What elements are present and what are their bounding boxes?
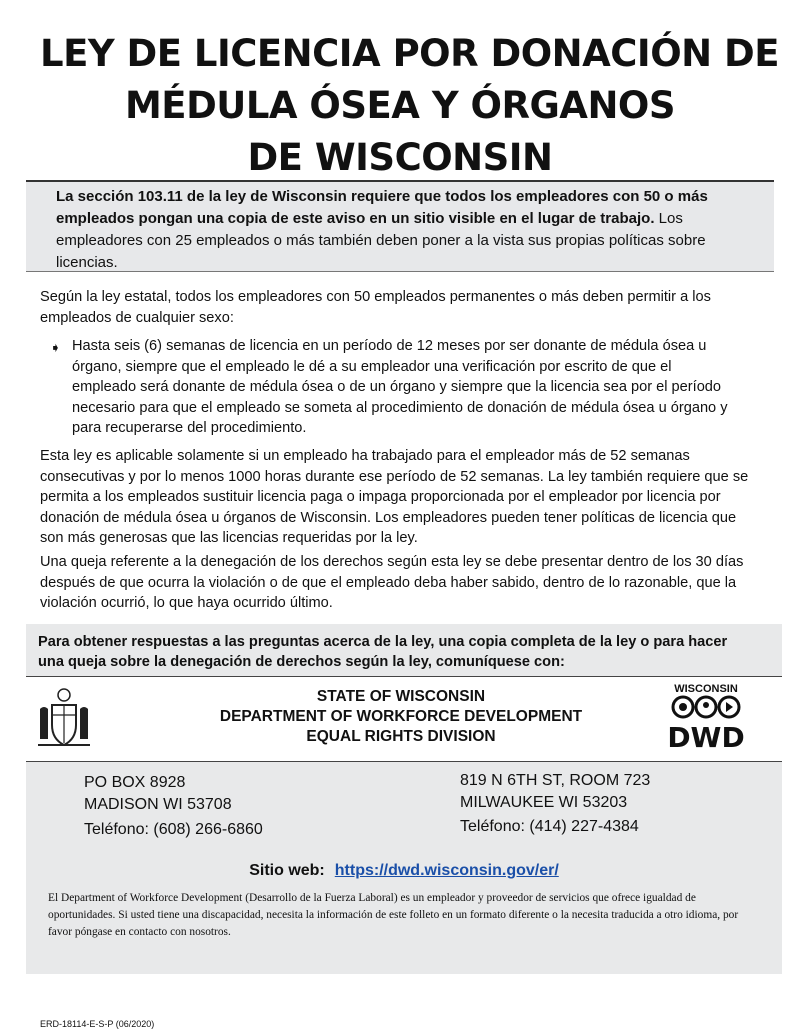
intro-paragraph: Según la ley estatal, todos los empleadores con 50 empleados permanentes o más deben permitir a los empleados de cualquier sexo: [40,289,711,326]
page-title [40,28,779,184]
website-link[interactable]: https://dwd.wisconsin.gov/er/ [334,862,559,879]
dwd-logo-bottom: DWD [667,721,745,754]
contact-section [26,624,782,974]
agency-name [176,687,626,747]
leave-bullet-text: Hasta seis (6) semanas de licencia en un período de 12 meses por ser donante de médula ósea u órgano, siempre que el empleado le dé a su empleador una verificación por escrito de que el empleado será donante de médula ósea o de un órgano y siempre que la licencia sea por el período necesario para que el empleado se someta al procedimiento de donación de médula ósea u órgano y para recuperarse del procedimiento. [72,338,728,436]
website-line [26,862,782,880]
title-line-1: LEY DE LICENCIA POR DONACIÓN DE [40,32,779,75]
title-line-3: DE WISCONSIN [247,136,553,179]
agency-header [26,676,782,762]
bullet-icon: ➧ [50,340,61,355]
posting-notice-box [26,180,774,272]
dwd-logo-top: WISCONSIN [674,683,738,695]
dwd-logo [666,683,746,757]
madison-address-line-2: MADISON WI 53708 [84,796,232,813]
milwaukee-address-line-2: MILWAUKEE WI 53203 [460,794,628,811]
agency-line-1: STATE OF WISCONSIN [316,688,486,705]
agency-line-3: EQUAL RIGHTS DIVISION [306,728,496,745]
milwaukee-address [460,770,650,814]
dwd-logo-icon [666,695,746,719]
contact-intro: Para obtener respuestas a las preguntas acerca de la ley, una copia completa de la ley o para hacer una queja sobre la denegación de derechos según la ley, comuníquese con: [38,634,728,670]
madison-phone: Teléfono: (608) 266-6860 [84,821,263,838]
complaint-paragraph: Una queja referente a la denegación de los derechos según esta ley se debe presentar dentro de los 30 días después de que ocurra la violación o de que el empleado deba haber sabido, dentro de lo razonable, que la violación ocurrió, lo que haya ocurrido último. [40,554,744,611]
eligibility-paragraph: Esta ley es aplicable solamente si un empleado ha trabajado para el empleador más de 52 semanas consecutivas y por lo menos 1000 horas durante ese período de 52 semanas. La ley también requiere que se permita a los empleados sustituir licencia paga o impaga proporcionada por el empleador por licencia por donación de médula ósea u órganos de Wisconsin. Los empleadores pueden tener políticas de licencia que son más generosas que las licencias requeridas por la ley. [40,448,749,546]
equal-opportunity-disclaimer: El Department of Workforce Development (Desarrollo de la Fuerza Laboral) es un empleador y proveedor de servicios que ofrece igualdad de oportunidades. Si usted tiene una discapacidad, necesita la información de este folleto en un formato diferente o la necesita traducida a otro idioma, por favor póngase en contacto con nosotros. [48,892,739,938]
website-label: Sitio web: [249,862,325,879]
posting-notice-bold: La sección 103.11 de la ley de Wisconsin requiere que todos los empleadores con 50 o más empleados pongan una copia de este aviso en un sitio visible en el lugar de trabajo. [56,188,708,227]
madison-address [84,772,232,816]
form-code: ERD-18114-E-S-P (06/2020) [40,1019,155,1029]
milwaukee-phone: Teléfono: (414) 227-4384 [460,818,639,835]
agency-line-2: DEPARTMENT OF WORKFORCE DEVELOPMENT [219,708,583,725]
milwaukee-address-line-1: 819 N 6TH ST, ROOM 723 [460,772,651,789]
state-seal-icon [34,685,94,751]
madison-address-line-1: PO BOX 8928 [84,774,186,791]
title-line-2: MÉDULA ÓSEA Y ÓRGANOS [124,84,676,127]
posting-notice-text: Los empleadores con 25 empleados o más también deben poner a la vista sus propias políticas sobre licencias. [56,210,706,271]
